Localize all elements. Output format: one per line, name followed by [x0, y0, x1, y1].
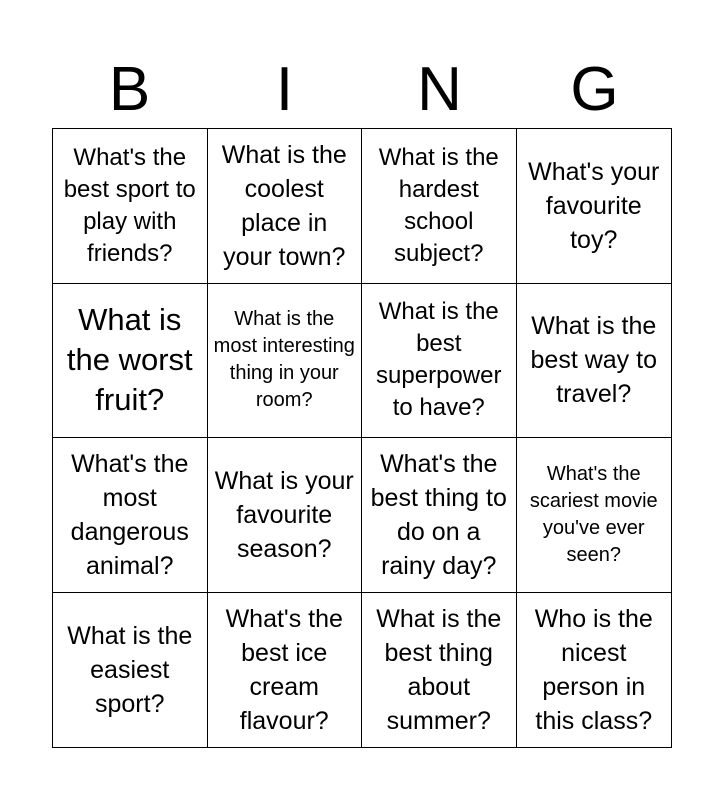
cell-question: What is the best way to travel? — [530, 312, 657, 409]
bingo-board — [52, 128, 672, 748]
cell-question: What's the best thing to do on a rainy day? — [370, 449, 507, 580]
bingo-cell[interactable] — [208, 129, 363, 284]
cell-question: What is the worst fruit? — [66, 302, 193, 418]
header-letter-b: B — [108, 55, 151, 124]
bingo-cell[interactable] — [208, 438, 363, 593]
cell-question: What's your favourite toy? — [528, 157, 660, 254]
cell-question: Who is the nicest person in this class? — [534, 604, 653, 735]
cell-question: What is the best thing about summer? — [376, 604, 502, 735]
header-letter-i: I — [275, 55, 294, 124]
cell-question: What is the coolest place in your town? — [221, 140, 347, 271]
cell-question: What is the most interesting thing in your room? — [213, 308, 355, 412]
cell-question: What is the hardest school subject? — [378, 143, 499, 267]
bingo-cell[interactable] — [517, 438, 672, 593]
bingo-cell[interactable] — [362, 438, 517, 593]
bingo-cell[interactable] — [53, 438, 208, 593]
cell-question: What is the best superpower to have? — [376, 298, 502, 422]
cell-question: What's the best sport to play with friends? — [63, 143, 196, 267]
bingo-cell[interactable] — [362, 593, 517, 748]
bingo-header — [52, 52, 672, 128]
bingo-cell[interactable] — [53, 129, 208, 284]
bingo-cell[interactable] — [517, 129, 672, 284]
cell-question: What's the scariest movie you've ever seen? — [529, 462, 658, 566]
cell-question: What's the best ice cream flavour? — [225, 604, 343, 735]
cell-question: What's the most dangerous animal? — [70, 449, 189, 580]
cell-question: What is the easiest sport? — [67, 621, 193, 718]
bingo-cell[interactable] — [208, 284, 363, 439]
header-letter-n: N — [417, 55, 462, 124]
bingo-cell[interactable] — [208, 593, 363, 748]
bingo-cell[interactable] — [53, 593, 208, 748]
bingo-cell[interactable] — [362, 129, 517, 284]
bingo-cell[interactable] — [362, 284, 517, 439]
cell-question: What is your favourite season? — [214, 466, 354, 563]
header-letter-g: G — [570, 55, 619, 124]
bingo-cell[interactable] — [517, 284, 672, 439]
bingo-cell[interactable] — [53, 284, 208, 439]
bingo-cell[interactable] — [517, 593, 672, 748]
